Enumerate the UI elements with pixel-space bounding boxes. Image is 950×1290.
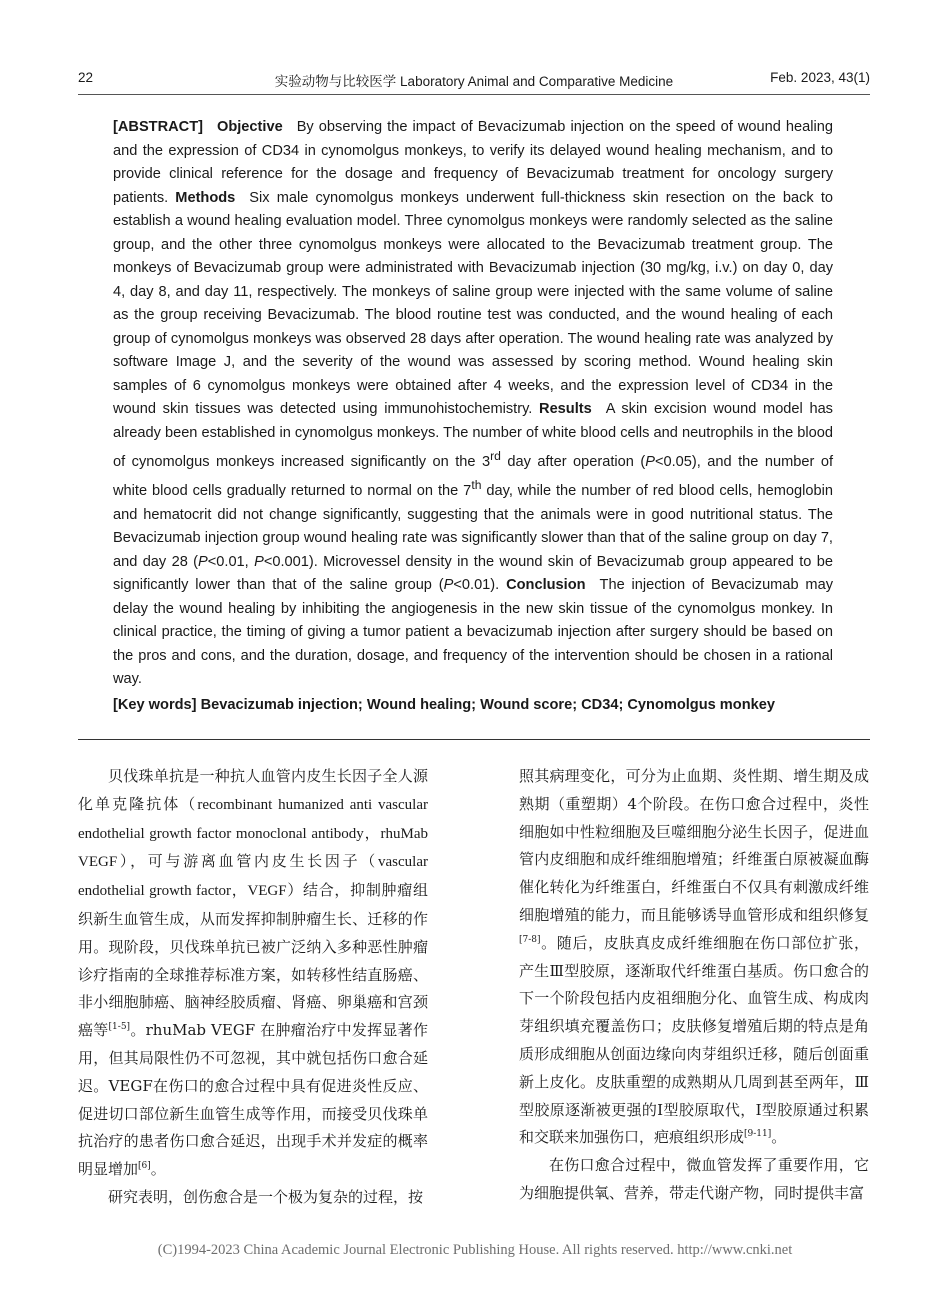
body-text: 照其病理变化，可分为止血期、炎性期、增生期及成熟期（重塑期）4个阶段。在伤口愈合过程中，炎性细胞如中性粒细胞及巨噬细胞分泌生长因子，促进血管内皮细胞和成纤维细胞增殖；纤维蛋白原被凝血酶催化转化为纤维蛋白，纤维蛋白不仅具有刺激成纤维细胞增殖的能力，而且能够诱导血管形成和组织修复 — [519, 767, 869, 924]
body-column-right — [519, 763, 869, 1208]
body-text: 贝伐珠单抗是一种抗人血管内皮生长因子全人源化单克隆抗体（ — [78, 767, 428, 813]
journal-title: 实验动物与比较医学 Laboratory Animal and Comparative Medicine — [274, 74, 674, 89]
p-value-symbol: P — [443, 577, 454, 594]
p-value-symbol: P — [198, 553, 208, 570]
issue-date: Feb. 2023, 43(1) — [770, 70, 870, 85]
abstract-block — [113, 116, 833, 717]
body-text-english: vascular endothelial growth factor，VEGF — [78, 854, 428, 900]
header-rule — [78, 94, 870, 95]
results-text: day after operation ( — [500, 453, 646, 470]
superscript: th — [471, 478, 482, 493]
objective-text: By observing the impact of Bevacizumab injection on the speed of wound healing and the expression of CD34 in cynomolgus monkeys, to verify its delayed wound healing mechanism, and to provide clinical reference for the dosage and frequency of Bevacizumab treatment for oncology surgery patients. — [113, 119, 833, 206]
abstract-label: [ABSTRACT] — [113, 119, 203, 135]
abstract-paragraph — [113, 116, 833, 692]
results-text: <0.01). — [453, 577, 500, 594]
results-text: <0.001). Microvessel density in the wound skin of Bevacizumab group appeared to be significantly lower than that of the saline group ( — [113, 553, 833, 594]
body-paragraph: 在伤口愈合过程中，微血管发挥了重要作用，它为细胞提供氧、营养，带走代谢产物，同时提供丰富 — [519, 1156, 869, 1202]
body-text: 。随后，皮肤真皮成纤维细胞在伤口部位扩张，产生Ⅲ型胶原，逐渐取代纤维蛋白基质。伤口愈合的下一个阶段包括内皮祖细胞分化、血管生成、构成肉芽组织填充覆盖伤口；皮肤修复增殖后期的特点是角质形成细胞从创面边缘向肉芽组织迁移，随后创面重新上皮化。皮肤重塑的成熟期从几周到甚至两年，Ⅲ型胶原逐渐被更强的Ⅰ型胶原取代，Ⅰ型胶原通过积累和交联来加强伤口，疤痕组织形成 — [519, 933, 869, 1147]
section-divider — [78, 739, 870, 740]
citation-ref[interactable]: [9-11] — [744, 1129, 772, 1140]
copyright-footer: (C)1994-2023 China Academic Journal Electronic Publishing House. All rights reserved. http://www.cnki.net — [157, 1242, 793, 1258]
results-text: day, while the number of red blood cells, hemoglobin and hematocrit did not change significantly, suggesting that the animals were in good nutritional status. The Bevacizumab injection group wound healing rate was significantly slower than that of the saline group on day 7, and day 28 ( — [113, 483, 833, 570]
keywords-label: [Key words] — [113, 696, 197, 713]
body-paragraph: 研究表明，创伤愈合是一个极为复杂的过程，按 — [108, 1187, 424, 1206]
superscript: rd — [490, 449, 501, 463]
running-header — [78, 70, 870, 92]
body-text: 。 — [771, 1128, 787, 1147]
body-text-english: recombinant humanized anti vascular endothelial growth factor monoclonal antibody，rhuMab VEGF — [78, 796, 428, 871]
keywords-list: Bevacizumab injection; Wound healing; Wound score; CD34; Cynomolgus monkey — [200, 696, 775, 713]
body-text: ），可与游离血管内皮生长因子（ — [117, 852, 379, 871]
methods-label: Methods — [175, 189, 236, 206]
results-label: Results — [539, 401, 592, 417]
results-text: <0.05), and the number of white blood cells gradually returned to normal on the 7 — [113, 453, 833, 500]
methods-text: Six male cynomolgus monkeys underwent full-thickness skin resection on the back to establish a wound healing evaluation model. Three cynomolgus monkeys were randomly selected as the saline group, and the other three cynomolgus monkeys were allocated to the Bevacizumab treatment group. The monkeys of Bevacizumab group were administrated with Bevacizumab injection (30 mg/kg, i.v.) on day 0, day 4, day 8, and day 11, respectively. The monkeys of saline group were injected with the same volume of saline as the group receiving Bevacizumab. The blood routine test was conducted, and the wound healing of each group of cynomolgus monkeys was observed 28 days after operation. The wound healing rate was analyzed by software Image J, and the severity of the wound was assessed by scoring method. Wound healing skin samples of 6 cynomolgus monkeys were obtained after 4 weeks, and the expression level of CD34 in the wound skin tissues was detected using immunohistochemistry. — [113, 189, 833, 417]
p-value-symbol: P — [254, 553, 264, 570]
conclusion-label: Conclusion — [506, 577, 586, 594]
body-text: 。 — [150, 1160, 166, 1179]
body-paragraph — [519, 763, 869, 1152]
page-number: 22 — [78, 70, 94, 85]
body-text: ）结合，抑制肿瘤组织新生血管生成，从而发挥抑制肿瘤生长、迁移的作用。现阶段，贝伐珠单抗已被广泛纳入多种恶性肿瘤诊疗指南的全球推荐标准方案，如转移性结直肠癌、非小细胞肺癌、脑神经胶质瘤、肾癌、卵巢癌和宫颈癌等 — [78, 881, 428, 1040]
citation-ref[interactable]: [6] — [138, 1161, 151, 1172]
results-text: <0.01, — [207, 553, 255, 570]
p-value-symbol: P — [645, 453, 655, 470]
citation-ref[interactable]: [1-5] — [108, 1022, 131, 1033]
body-text: 。rhuMab VEGF 在肿瘤治疗中发挥显著作用，但其局限性仍不可忽视，其中就包括伤口愈合延迟。VEGF在伤口的愈合过程中具有促进炎性反应、促进切口部位新生血管生成等作用，而接受贝伐珠单抗治疗的患者伤口愈合延迟，出现手术并发症的概率明显增加 — [78, 1021, 428, 1179]
objective-label: Objective — [216, 119, 283, 135]
body-paragraph — [78, 763, 428, 1184]
conclusion-text: The injection of Bevacizumab may delay the wound healing by inhibiting the angiogenesis in the new skin tissue of the cynomolgus monkey. In clinical practice, the timing of giving a tumor patient a bevacizumab injection after surgery should be based on the pros and cons, and the duration, dosage, and frequency of the intervention should be chosen in a rational way. — [113, 577, 833, 688]
results-text: A skin excision wound model has already been established in cynomolgus monkeys. The number of white blood cells and neutrophils in the blood of cynomolgus monkeys increased significantly on the 3 — [113, 401, 833, 470]
keywords-line — [113, 694, 833, 718]
body-column-left — [78, 763, 428, 1212]
citation-ref[interactable]: [7-8] — [519, 934, 541, 945]
